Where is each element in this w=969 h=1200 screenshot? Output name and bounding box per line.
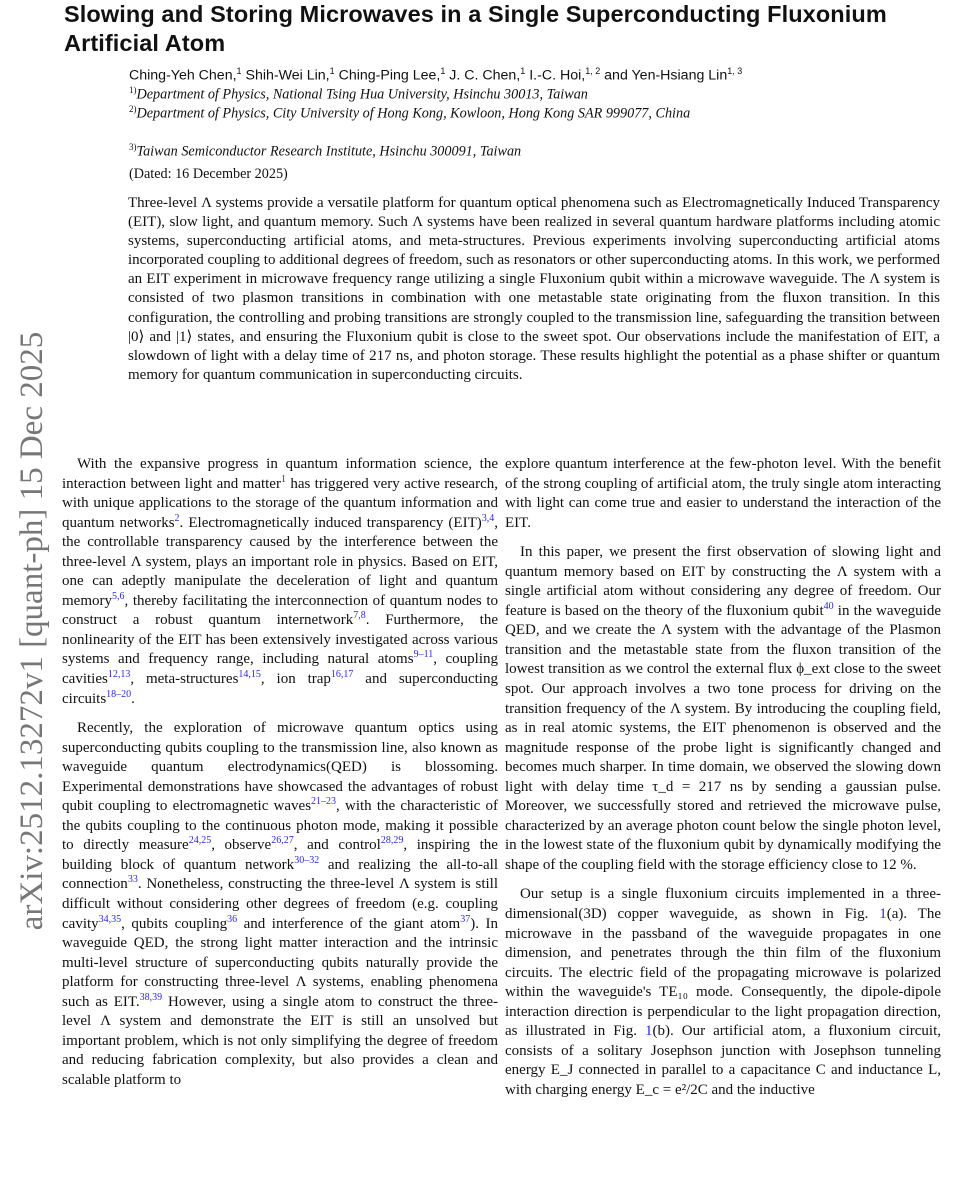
abstract: Three-level Λ systems provide a versatile platform for quantum optical phenomena such as Electromagnetically Induced Transparency (EIT), slow light, and quantum memory. Such Λ systems have been realized in several quantum hardware platforms including atomic systems, superconducting artificial atoms, and meta-structures. Previous experiments involving superconducting artificial atoms incorporated coupling to additional degrees of freedom, such as resonators or other superconducting atoms. In this work, we performed an EIT experiment in microwave frequency range utilizing a single Fluxonium qubit within a microwave waveguide. The Λ system is consisted of two plasmon transitions in combination with one metastable state originating from the fluxon transition. In this configuration, the controlling and probing transitions are strongly coupled to the transmission line, safeguarding the transition between |0⟩ and |1⟩ states, and ensuring the Fluxonium qubit is close to the sweet spot. Our observations include the manifestation of EIT, a slowdown of light with a delay time of 217 ns, and photon storage. These results highlight the potential as a phase shifter or quantum memory for quantum communication in superconducting circuits. bbox=[128, 195, 940, 383]
body-text: Recently, the exploration of microwave quantum optics using superconducting qubits coupling to the transmission line, also known as waveguide quantum electrodynamics(QED) is blossoming. Experimental demonstrations have showcased the advantages of robust qubit coupling to electromagnetic waves bbox=[62, 720, 498, 815]
body-text: and superconducting circuits bbox=[62, 671, 498, 707]
author-affiliation-mark: 1 bbox=[329, 66, 335, 76]
author-affiliation-mark: 1, 3 bbox=[727, 66, 743, 76]
body-text: (a). The microwave in the passband of the waveguide propagates in one dimension, and penetrates through the thin film of the fluxonium circuits. The electric field of the propagating microwave is polarized within the waveguide's TE₁₀ mode. Consequently, the dipole-dipole interaction direction is perpendicular to the light propagation direction, as illustrated in Fig. bbox=[505, 906, 941, 1040]
citation-link[interactable]: 21–23 bbox=[311, 796, 337, 808]
author-affiliation-mark: 1, 2 bbox=[585, 66, 601, 76]
left-column bbox=[62, 455, 498, 1101]
paper-title: Slowing and Storing Microwaves in a Single Superconducting Fluxonium Artificial Atom bbox=[64, 1, 887, 56]
author-name: Shih-Wei Lin, bbox=[241, 67, 330, 84]
body-text: , and control bbox=[293, 837, 381, 854]
citation-link[interactable]: 3,4 bbox=[481, 512, 495, 524]
paragraph bbox=[505, 543, 941, 875]
body-text: . Electromagnetically induced transparency (EIT) bbox=[179, 514, 482, 531]
body-text: , thereby facilitating the interconnection of quantum nodes to construct a robust quantum internetwork bbox=[62, 592, 498, 629]
figure-link[interactable]: 1 bbox=[645, 1023, 653, 1040]
citation-link[interactable]: 40 bbox=[823, 600, 834, 612]
body-text: , with the characteristic of the qubits coupling to the continuous photon mode, making it possible to directly measure bbox=[62, 798, 499, 854]
body-text: , the controllable transparency caused by the interference between the three-level Λ system, plays an important role in physics. Based on EIT, one can adeptly manipulate the deceleration of light and quantum memory bbox=[62, 514, 498, 609]
citation-link[interactable]: 24,25 bbox=[188, 835, 212, 847]
author-name: and Yen-Hsiang Lin bbox=[600, 67, 728, 84]
body-text: has triggered very active research, with unique applications to the storage of the quantum information and quantum networks bbox=[62, 475, 498, 531]
citation-link[interactable]: 34,35 bbox=[98, 913, 122, 925]
citation-link[interactable]: 33 bbox=[127, 874, 138, 886]
body-text: , ion trap bbox=[260, 671, 331, 688]
citation-link[interactable]: 26,27 bbox=[271, 835, 294, 847]
citation-link[interactable]: 2 bbox=[174, 512, 180, 524]
body-text: However, using a single atom to construct the three-level Λ system and demonstrate the EIT is still an unsolved but important problem, which is not only simplifying the degree of freedom and reducing fabrication complexity, but also provides a clean and scalable platform to bbox=[62, 993, 498, 1088]
citation-link[interactable]: 36 bbox=[227, 913, 238, 925]
paragraph bbox=[62, 455, 498, 709]
body-text: , inspiring the building block of quantum network bbox=[62, 837, 498, 873]
affiliation-2: $^{2)}$Department of Physics, City University of Hong Kong, Kowloon, Hong Kong SAR 999077, China bbox=[129, 104, 691, 122]
body-text: In this paper, we present the first observation of slowing light and quantum memory based on EIT by constructing the Λ system with a single artificial atom without considering any degree of freedom. Our feature is based on the theory of the fluxonium qubit bbox=[505, 544, 941, 619]
arxiv-identifier: arXiv:2512.13272v1 [quant-ph] 15 Dec 2025 bbox=[14, 331, 50, 931]
citation-link[interactable]: 1 bbox=[280, 473, 286, 485]
body-text: . Nonetheless, constructing the three-level Λ system is still difficult without considering other degrees of freedom (e.g. coupling cavity bbox=[62, 876, 498, 932]
citation-link[interactable]: 9–11 bbox=[413, 649, 434, 661]
citation-link[interactable]: 37 bbox=[460, 913, 471, 925]
body-text: , meta-structures bbox=[130, 671, 239, 688]
citation-link[interactable]: 38,39 bbox=[139, 991, 163, 1003]
body-text: With the expansive progress in quantum information science, the interaction between light and matter bbox=[62, 456, 498, 492]
body-text: . Furthermore, the nonlinearity of the EIT has been extensively investigated across various systems and frequency range, including natural atoms bbox=[62, 612, 498, 668]
author-affiliation-mark: 1 bbox=[440, 66, 446, 76]
citation-link[interactable]: 5,6 bbox=[112, 590, 125, 602]
citation-link[interactable]: 7,8 bbox=[353, 610, 366, 622]
right-column bbox=[505, 455, 941, 1111]
body-text: . bbox=[131, 690, 135, 707]
body-text: explore quantum interference at the few-photon level. With the benefit of the strong coupling of artificial atom, the truly single atom interacting with light can come true and easier to understand the interaction of the EIT. bbox=[505, 456, 941, 531]
author-affiliation-mark: 1 bbox=[236, 66, 242, 76]
date-line: (Dated: 16 December 2025) bbox=[129, 166, 288, 182]
body-text: (b). Our artificial atom, a fluxonium circuit, consists of a solitary Josephson junction with Josephson tunneling energy E_J connected in parallel to a capacitance C and inductance L, with charging energy E_c = e²/2C and the inductive bbox=[505, 1023, 941, 1098]
citation-link[interactable]: 30–32 bbox=[294, 854, 320, 866]
author-name: I.-C. Hoi, bbox=[525, 67, 586, 84]
body-text: ). In waveguide QED, the strong light matter interaction and the intrinsic multi-level structure of superconducting qubits naturally provide the platform for constructing three-level Λ systems, enabling phenomena such as EIT. bbox=[62, 915, 498, 1010]
body-text: in the waveguide QED, and we create the Λ system with the advantage of the Plasmon transition and the metastable state from the fluxon transition of the lowest transition as we control the external flux ϕ_ext close to the sweet spot. Our approach involves a two tone process for driving on the transition frequency of the Λ system. By introducing the coupling field, as in real atomic systems, the EIT phenomenon is observed and the magnitude response of the probe light is significantly changed and becomes much sharper. In time domain, we observed the slowing down light with delay time τ_d = 217 ns by sending a gaussian pulse. Moreover, we successfully stored and retrieved the microwave pulse, characterized by an average photon count below the single photon level, in the lowest state of the fluxonium qubit by dynamically modifying the shape of the coupling field with the storage efficiency close to 12 %. bbox=[505, 602, 941, 873]
citation-link[interactable]: 16,17 bbox=[330, 669, 354, 681]
affiliation-1: $^{1)}$Department of Physics, National Tsing Hua University, Hsinchu 30013, Taiwan bbox=[129, 85, 588, 103]
citation-link[interactable]: 28,29 bbox=[380, 835, 404, 847]
author-name: Ching-Ping Lee, bbox=[334, 67, 441, 84]
paragraph bbox=[505, 885, 941, 1100]
body-text: , observe bbox=[211, 837, 272, 854]
paragraph bbox=[505, 455, 941, 533]
paragraph bbox=[62, 719, 498, 1090]
citation-link[interactable]: 14,15 bbox=[238, 669, 261, 681]
figure-link[interactable]: 1 bbox=[879, 906, 887, 923]
body-text: and realizing the all-to-all connection bbox=[62, 856, 498, 893]
author-name: Ching-Yeh Chen, bbox=[129, 67, 237, 84]
author-affiliation-mark: 1 bbox=[520, 66, 526, 76]
body-text: , qubits coupling bbox=[121, 915, 228, 932]
body-text: and interference of the giant atom bbox=[237, 915, 461, 932]
citation-link[interactable]: 18–20 bbox=[106, 688, 132, 700]
body-text: Our setup is a single fluxonium circuits implemented in a three-dimensional(3D) copper waveguide, as shown in Fig. bbox=[505, 886, 941, 923]
affiliation-3: $^{3)}$Taiwan Semiconductor Research Institute, Hsinchu 300091, Taiwan bbox=[129, 142, 522, 160]
citation-link[interactable]: 12,13 bbox=[107, 669, 131, 681]
body-text: , coupling cavities bbox=[62, 651, 499, 688]
author-name: J. C. Chen, bbox=[445, 67, 521, 84]
